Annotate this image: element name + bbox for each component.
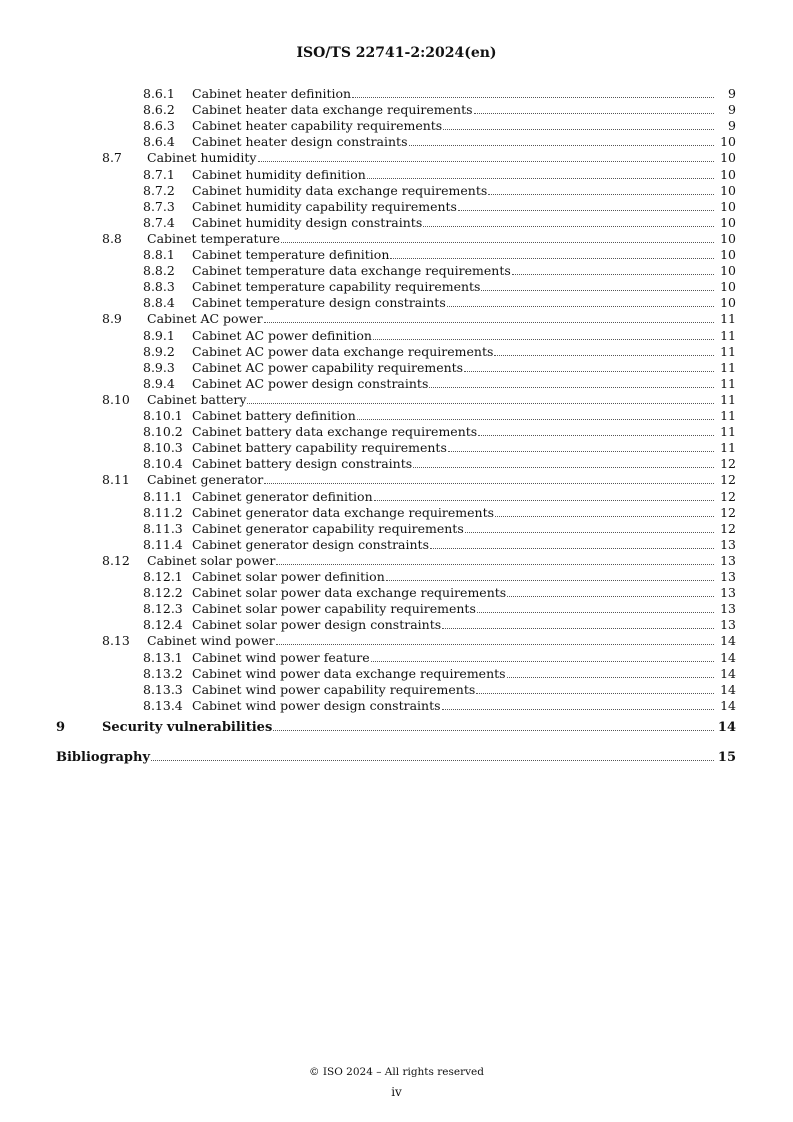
toc-entry-title [192, 167, 736, 183]
toc-entry-title [192, 328, 736, 344]
toc-entry-page: 11 [720, 311, 736, 327]
dot-leader [458, 210, 714, 211]
toc-entry[interactable] [0, 215, 793, 231]
toc-entry-title [192, 134, 736, 150]
dot-leader [429, 387, 714, 388]
toc-entry-number: 8.7.1 [143, 166, 175, 182]
dot-leader [507, 596, 714, 597]
toc-entry-number: 9 [56, 719, 66, 735]
toc-entry-page: 14 [720, 697, 736, 713]
toc-entry-title [147, 231, 736, 247]
toc-entry-title-text: Cabinet temperature definition [192, 247, 390, 262]
toc-entry-title [147, 633, 736, 649]
toc-entry-title-text: Cabinet generator design constraints [192, 536, 429, 552]
toc-entry[interactable] [0, 440, 793, 456]
toc-entry-title [192, 344, 736, 360]
toc-entry-page: 11 [720, 424, 736, 440]
toc-entry-page: 10 [720, 295, 736, 311]
toc-entry-page: 12 [720, 456, 736, 472]
toc-entry-title-text: Cabinet wind power [147, 633, 275, 649]
toc-entry[interactable] [0, 295, 793, 311]
toc-entry-page: 9 [728, 118, 736, 134]
toc-entry-page: 13 [720, 617, 736, 633]
toc-entry-page: 12 [720, 472, 736, 488]
toc-entry-page: 14 [720, 633, 736, 649]
toc-entry-page: 9 [728, 102, 736, 118]
toc-entry[interactable] [0, 666, 793, 682]
toc-entry-title-text: Cabinet solar power definition [192, 569, 385, 584]
toc-entry-title-text: Cabinet battery data exchange requirements [192, 424, 478, 440]
toc-entry-number: 8.9.2 [143, 343, 175, 359]
dot-leader [367, 178, 714, 179]
toc-entry-title [192, 183, 736, 199]
toc-entry-title-text: Cabinet battery definition [192, 408, 356, 423]
toc-entry-title-text: Cabinet AC power definition [192, 327, 372, 343]
toc-entry-page: 11 [720, 327, 736, 343]
toc-entry-number: 8.6.3 [143, 118, 175, 134]
toc-entry[interactable] [0, 569, 793, 585]
toc-entry-number: 8.9 [102, 311, 122, 327]
toc-entry[interactable] [0, 537, 793, 553]
dot-leader [386, 580, 714, 581]
toc-entry[interactable] [0, 698, 793, 714]
dot-leader [281, 242, 714, 243]
toc-entry-page: 10 [720, 182, 736, 198]
toc-entry-number: 8.7.4 [143, 214, 175, 230]
toc-entry[interactable] [0, 376, 793, 392]
toc-entry-number: 8.12.3 [143, 601, 183, 617]
toc-entry-page: 14 [717, 719, 736, 735]
toc-entry-title-text: Cabinet heater capability requirements [192, 118, 443, 134]
dot-leader [352, 97, 714, 98]
toc-entry-title [192, 408, 736, 424]
toc-entry[interactable] [0, 118, 793, 134]
dot-leader [447, 306, 714, 307]
toc-entry[interactable] [0, 633, 793, 649]
toc-entry[interactable] [0, 102, 793, 118]
toc-entry[interactable] [0, 553, 793, 569]
toc-entry-page: 10 [720, 198, 736, 214]
toc-entry-title [147, 553, 736, 569]
toc-entry-title-text: Cabinet wind power capability requirements [192, 681, 476, 697]
toc-entry-title [192, 698, 736, 714]
toc-entry-number: 8.10.4 [143, 456, 183, 472]
toc-entry[interactable] [0, 456, 793, 472]
dot-leader [476, 693, 714, 694]
toc-entry[interactable] [0, 720, 793, 736]
toc-entry-page: 10 [720, 166, 736, 182]
toc-entry-title-text: Cabinet humidity capability requirements [192, 198, 457, 214]
toc-entry[interactable] [0, 585, 793, 601]
dot-leader [258, 161, 715, 162]
toc-entry-number: 8.13.4 [143, 697, 183, 713]
toc-entry-title [192, 247, 736, 263]
toc-entry-number: 8.10.3 [143, 440, 183, 456]
toc-entry-title [192, 537, 736, 553]
dot-leader [512, 274, 714, 275]
toc-entry-title-text: Cabinet humidity [147, 150, 257, 166]
toc-entry-number: 8.8.4 [143, 295, 175, 311]
dot-leader [443, 129, 714, 130]
dot-leader [478, 435, 714, 436]
toc-entry-title [147, 150, 736, 166]
toc-entry-page: 13 [720, 601, 736, 617]
toc-entry-number: 8.10 [102, 391, 130, 407]
toc-entry-page: 9 [728, 86, 736, 101]
toc-entry[interactable] [0, 424, 793, 440]
toc-entry-number: 8.10.2 [143, 424, 183, 440]
toc-entry-title [192, 118, 736, 134]
toc-entry-title [192, 295, 736, 311]
toc-entry[interactable] [0, 150, 793, 166]
toc-entry-number: 8.12.1 [143, 569, 183, 584]
dot-leader [430, 548, 714, 549]
toc-entry-title-text: Cabinet humidity data exchange requirements [192, 182, 488, 198]
toc-entry-title-text: Cabinet wind power design constraints [192, 697, 441, 713]
toc-entry-title-text: Cabinet humidity definition [192, 166, 366, 182]
toc-entry-title-text: Security vulnerabilities [102, 719, 273, 735]
toc-entry-number: 8.10.1 [143, 408, 183, 423]
toc-entry-page: 14 [720, 665, 736, 681]
toc-entry-number: 8.12 [102, 552, 130, 568]
toc-entry[interactable] [0, 134, 793, 150]
toc-entry-title [192, 263, 736, 279]
toc-entry-title-text: Cabinet AC power design constraints [192, 375, 429, 391]
toc-entry-title-text: Cabinet generator definition [192, 488, 373, 504]
toc-entry-number: 8.7 [102, 150, 122, 166]
dot-leader [357, 419, 714, 420]
toc-entry-number: 8.8.1 [143, 247, 175, 262]
toc-entry-number: 8.6.4 [143, 134, 175, 150]
toc-entry-number: 8.13 [102, 633, 130, 649]
toc-entry-number: 8.11 [102, 472, 130, 488]
toc-entry-page: 11 [720, 440, 736, 456]
toc-entry[interactable] [0, 750, 793, 766]
toc-entry-title-text: Cabinet AC power capability requirements [192, 359, 464, 375]
dot-leader [151, 760, 714, 761]
toc-entry-page: 12 [720, 504, 736, 520]
page-number: iv [391, 1085, 402, 1099]
dot-leader [488, 194, 714, 195]
toc-entry-title [192, 440, 736, 456]
toc-entry-title-text: Cabinet heater definition [192, 86, 352, 101]
toc-entry-title [192, 569, 736, 585]
dot-leader [276, 564, 714, 565]
toc-entry-number: 8.7.3 [143, 198, 175, 214]
toc-entry-number: 8.13.2 [143, 665, 183, 681]
toc-entry-title [192, 199, 736, 215]
toc-entry-number: 8.7.2 [143, 182, 175, 198]
toc-entry[interactable] [0, 231, 793, 247]
toc-entry-page: 13 [720, 536, 736, 552]
toc-entry-number: 8.6.1 [143, 86, 175, 101]
dot-leader [495, 516, 714, 517]
toc-entry-title-text: Cabinet temperature [147, 230, 281, 246]
toc-entry-page: 11 [720, 408, 736, 423]
toc-entry-title-text: Bibliography [56, 750, 151, 765]
toc-entry-title [147, 392, 736, 408]
toc-entry-title-text: Cabinet solar power data exchange requirements [192, 585, 507, 601]
toc-entry-title-text: Cabinet temperature design constraints [192, 295, 446, 311]
toc-entry[interactable] [0, 279, 793, 295]
toc-entry-page: 14 [720, 649, 736, 665]
dot-leader [494, 355, 714, 356]
toc-entry-page: 11 [720, 343, 736, 359]
toc-entry-number: 8.8.2 [143, 263, 175, 279]
toc-entry-number: 8.12.2 [143, 585, 183, 601]
toc-entry[interactable] [0, 408, 793, 424]
toc-entry-title-text: Cabinet heater data exchange requirements [192, 102, 473, 118]
toc-entry-title [192, 650, 736, 666]
toc-entry-title-text: Cabinet wind power feature [192, 649, 370, 665]
toc-entry[interactable] [0, 505, 793, 521]
toc-entry-title [56, 750, 736, 766]
toc-entry-title-text: Cabinet generator data exchange requirements [192, 504, 495, 520]
toc-entry-page: 10 [720, 150, 736, 166]
dot-leader [371, 661, 714, 662]
toc-entry-page: 10 [720, 263, 736, 279]
toc-entry[interactable] [0, 344, 793, 360]
dot-leader [374, 500, 714, 501]
dot-leader [448, 451, 714, 452]
dot-leader [481, 290, 714, 291]
toc-entry-page: 10 [720, 247, 736, 262]
document-header: ISO/TS 22741-2:2024(en) [296, 45, 497, 61]
toc-entry-title [192, 376, 736, 392]
toc-entry-number: 8.11.2 [143, 504, 183, 520]
toc-entry-title-text: Cabinet heater design constraints [192, 134, 408, 150]
toc-entry-page: 10 [720, 134, 736, 150]
dot-leader [264, 322, 714, 323]
toc-entry-number: 8.11.3 [143, 520, 183, 536]
toc-entry-page: 11 [720, 375, 736, 391]
dot-leader [507, 677, 714, 678]
toc-entry-number: 8.9.1 [143, 327, 175, 343]
toc-entry-title-text: Cabinet battery capability requirements [192, 440, 447, 456]
toc-entry-title-text: Cabinet temperature capability requirements [192, 279, 481, 295]
toc-entry-page: 13 [720, 552, 736, 568]
toc-entry-title [192, 601, 736, 617]
toc-entry-page: 10 [720, 214, 736, 230]
dot-leader [264, 483, 714, 484]
copyright-footer: © ISO 2024 – All rights reserved [309, 1066, 484, 1078]
toc-entry-number: 8.8 [102, 230, 122, 246]
toc-entry-number: 8.9.3 [143, 359, 175, 375]
toc-entry[interactable] [0, 472, 793, 488]
toc-entry-page: 11 [720, 391, 736, 407]
toc-entry-page: 15 [717, 750, 736, 765]
dot-leader [413, 467, 714, 468]
toc-entry-title [192, 86, 736, 102]
toc-entry-title [147, 311, 736, 327]
dot-leader [464, 371, 714, 372]
toc-entry-page: 10 [720, 279, 736, 295]
toc-entry[interactable] [0, 311, 793, 327]
toc-entry-title [192, 102, 736, 118]
toc-entry[interactable] [0, 521, 793, 537]
toc-entry[interactable] [0, 682, 793, 698]
toc-entry[interactable] [0, 247, 793, 263]
toc-entry[interactable] [0, 263, 793, 279]
toc-entry-title [192, 456, 736, 472]
toc-entry[interactable] [0, 183, 793, 199]
toc-entry-number: 8.12.4 [143, 617, 183, 633]
toc-entry-title-text: Cabinet wind power data exchange requirements [192, 665, 506, 681]
dot-leader [465, 532, 714, 533]
dot-leader [423, 226, 714, 227]
toc-entry-number: 8.13.1 [143, 649, 183, 665]
dot-leader [442, 628, 714, 629]
toc-entry-page: 14 [720, 681, 736, 697]
toc-entry-title-text: Cabinet battery [147, 391, 247, 407]
toc-entry-title [102, 720, 736, 736]
toc-entry-title [192, 521, 736, 537]
toc-entry-page: 13 [720, 585, 736, 601]
toc-entry[interactable] [0, 328, 793, 344]
toc-entry-title [192, 682, 736, 698]
dot-leader [474, 113, 714, 114]
toc-entry-title [192, 424, 736, 440]
dot-leader [247, 403, 714, 404]
toc-entry-number: 8.9.4 [143, 375, 175, 391]
toc-entry[interactable] [0, 199, 793, 215]
toc-entry-number: 8.13.3 [143, 681, 183, 697]
toc-entry-title-text: Cabinet AC power [147, 311, 263, 327]
toc-entry-page: 11 [720, 359, 736, 375]
dot-leader [390, 258, 714, 259]
toc-entry-title [192, 585, 736, 601]
toc-entry-title-text: Cabinet humidity design constraints [192, 214, 423, 230]
toc-entry-title-text: Cabinet generator [147, 472, 264, 488]
toc-entry-number: 8.6.2 [143, 102, 175, 118]
toc-entry-title-text: Cabinet AC power data exchange requirements [192, 343, 494, 359]
toc-entry-title [192, 505, 736, 521]
toc-entry[interactable] [0, 86, 793, 102]
toc-entry[interactable] [0, 650, 793, 666]
toc-entry-title [192, 666, 736, 682]
toc-entry-title-text: Cabinet solar power capability requirements [192, 601, 476, 617]
toc-entry-page: 12 [720, 488, 736, 504]
toc-entry-page: 13 [720, 569, 736, 584]
toc-entry-title [192, 215, 736, 231]
toc-entry[interactable] [0, 167, 793, 183]
toc-entry-title-text: Cabinet battery design constraints [192, 456, 413, 472]
toc-entry-number: 8.8.3 [143, 279, 175, 295]
toc-entry-title [192, 489, 736, 505]
toc-entry[interactable] [0, 617, 793, 633]
toc-entry-number: 8.11.1 [143, 488, 183, 504]
toc-entry-title [192, 617, 736, 633]
toc-entry-title-text: Cabinet generator capability requirements [192, 520, 464, 536]
toc-entry[interactable] [0, 360, 793, 376]
dot-leader [373, 339, 714, 340]
toc-entry[interactable] [0, 601, 793, 617]
toc-entry[interactable] [0, 392, 793, 408]
dot-leader [276, 644, 714, 645]
toc-entry-page: 12 [720, 520, 736, 536]
dot-leader [273, 730, 714, 731]
toc-entry-number: 8.11.4 [143, 536, 183, 552]
toc-entry[interactable] [0, 489, 793, 505]
toc-entry-title-text: Cabinet temperature data exchange requirements [192, 263, 511, 279]
dot-leader [442, 709, 714, 710]
toc-entry-title [192, 279, 736, 295]
toc-entry-page: 10 [720, 230, 736, 246]
dot-leader [409, 145, 715, 146]
toc-entry-title-text: Cabinet solar power design constraints [192, 617, 442, 633]
toc-entry-title [147, 472, 736, 488]
dot-leader [477, 612, 714, 613]
toc-entry-title-text: Cabinet solar power [147, 552, 276, 568]
toc-entry-title [192, 360, 736, 376]
